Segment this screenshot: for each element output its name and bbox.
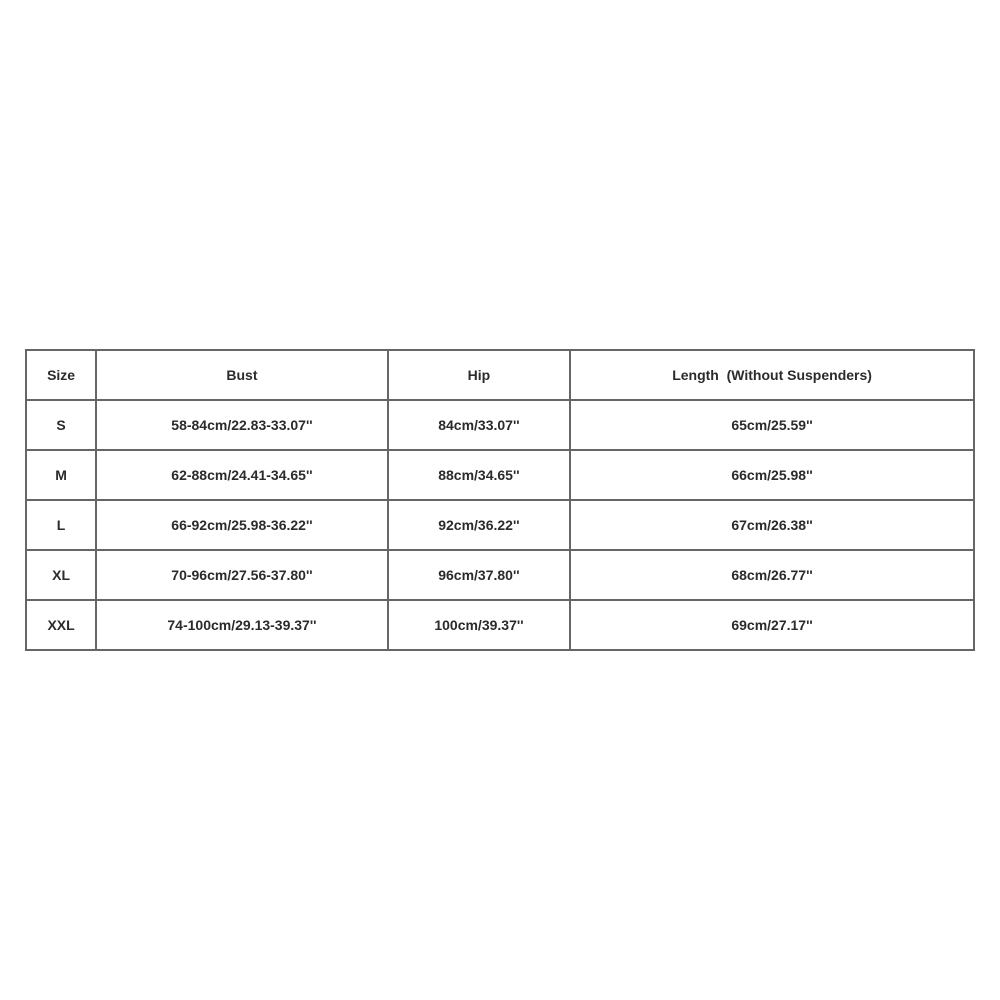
cell-bust: 58-84cm/22.83-33.07''	[96, 400, 388, 450]
cell-hip: 84cm/33.07''	[388, 400, 570, 450]
cell-bust: 62-88cm/24.41-34.65''	[96, 450, 388, 500]
header-length: Length (Without Suspenders)	[570, 350, 974, 400]
cell-hip: 92cm/36.22''	[388, 500, 570, 550]
cell-bust: 66-92cm/25.98-36.22''	[96, 500, 388, 550]
cell-hip: 96cm/37.80''	[388, 550, 570, 600]
cell-size: M	[26, 450, 96, 500]
cell-length: 69cm/27.17''	[570, 600, 974, 650]
cell-length: 67cm/26.38''	[570, 500, 974, 550]
cell-hip: 100cm/39.37''	[388, 600, 570, 650]
cell-size: S	[26, 400, 96, 450]
cell-size: XXL	[26, 600, 96, 650]
table-row-m	[26, 450, 974, 500]
header-bust: Bust	[96, 350, 388, 400]
cell-size: XL	[26, 550, 96, 600]
cell-bust: 70-96cm/27.56-37.80''	[96, 550, 388, 600]
header-hip: Hip	[388, 350, 570, 400]
cell-length: 66cm/25.98''	[570, 450, 974, 500]
table-row-l	[26, 500, 974, 550]
cell-length: 68cm/26.77''	[570, 550, 974, 600]
size-chart-table	[25, 349, 975, 651]
cell-size: L	[26, 500, 96, 550]
cell-bust: 74-100cm/29.13-39.37''	[96, 600, 388, 650]
table-row-s	[26, 400, 974, 450]
table-header-row	[26, 350, 974, 400]
table-row-xl	[26, 550, 974, 600]
cell-length: 65cm/25.59''	[570, 400, 974, 450]
table-row-xxl	[26, 600, 974, 650]
cell-hip: 88cm/34.65''	[388, 450, 570, 500]
header-size: Size	[26, 350, 96, 400]
